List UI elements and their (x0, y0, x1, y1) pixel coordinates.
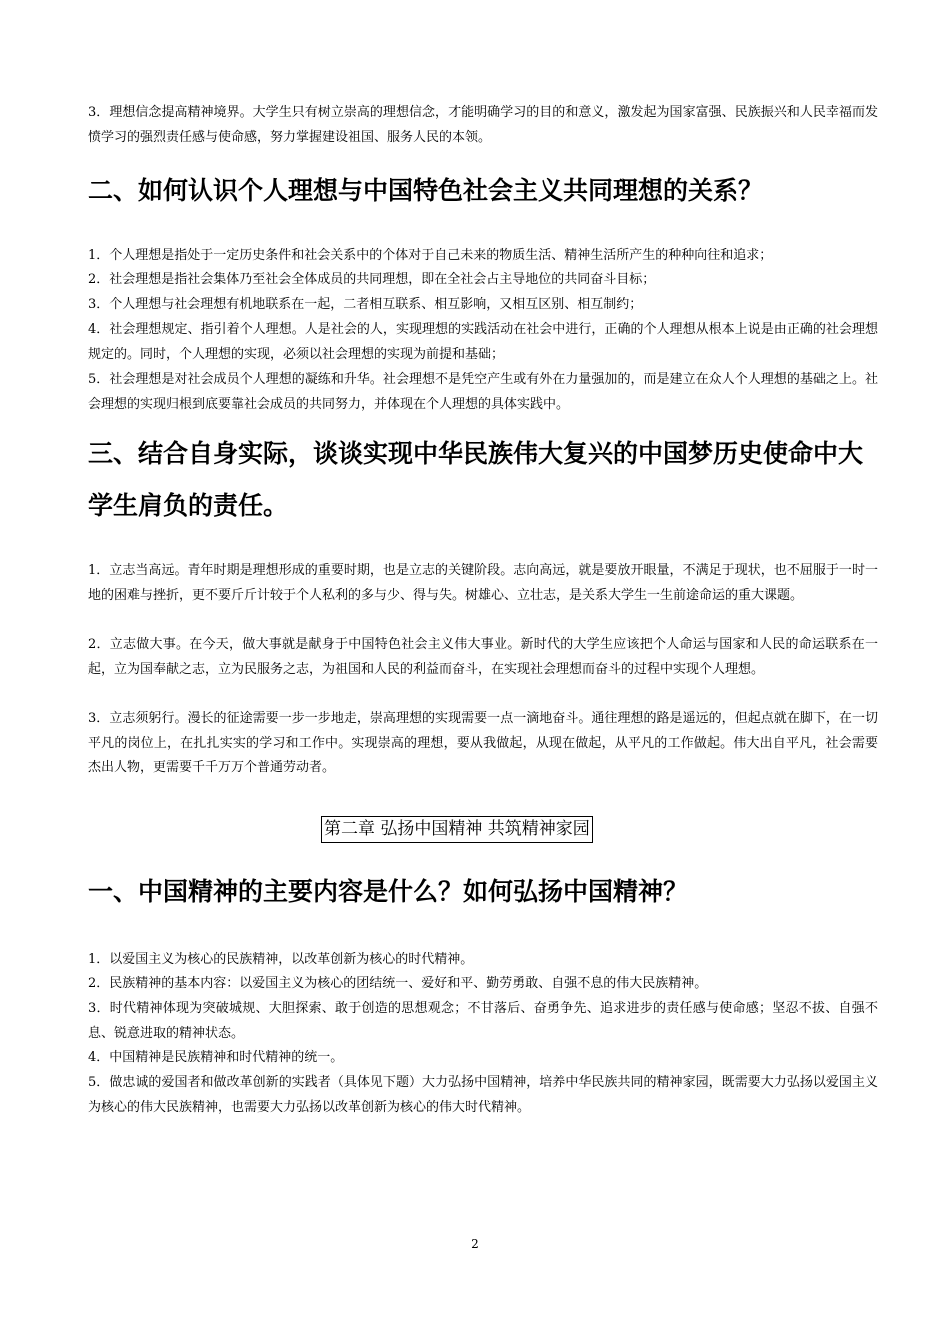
section-2-heading: 二、如何认识个人理想与中国特色社会主义共同理想的关系？ (88, 176, 764, 205)
chapter-title-box: 第二章 弘扬中国精神 共筑精神家园 (321, 816, 593, 843)
section-3-item-2: 2．立志做大事。在今天，做大事就是献身于中国特色社会主义伟大事业。新时代的大学生应该把个人命运与国家和人民的命运联系在一起，立为国奉献之志，立为民服务之志，为祖国和人民的利益而奋斗，在实现社会理想而奋斗的过程中实现个人理想。 (88, 637, 878, 677)
chapter-2-section-1-heading: 一、中国精神的主要内容是什么？如何弘扬中国精神？ (88, 877, 689, 906)
chapter-2-section-1-item-3: 3．时代精神体现为突破城规、大胆探索、敢于创造的思想观念；不甘落后、奋勇争先、追求进步的责任感与使命感；坚忍不拔、自强不息、锐意进取的精神状态。 (88, 1001, 878, 1041)
chapter-2-section-1-item-2: 2．民族精神的基本内容：以爱国主义为核心的团结统一、爱好和平、勤劳勇敢、自强不息的伟大民族精神。 (88, 976, 708, 991)
section-2-item-4: 4．社会理想规定、指引着个人理想。人是社会的人，实现理想的实践活动在社会中进行，正确的个人理想从根本上说是由正确的社会理想规定的。同时，个人理想的实现，必须以社会理想的实现为前提和基础； (88, 322, 878, 362)
chapter-2-section-1-item-5: 5．做忠诚的爱国者和做改革创新的实践者（具体见下题）大力弘扬中国精神，培养中华民族共同的精神家园，既需要大力弘扬以爱国主义为核心的伟大民族精神，也需要大力弘扬以改革创新为核心的伟大时代精神。 (88, 1075, 878, 1115)
intro-paragraph-3: 3．理想信念提高精神境界。大学生只有树立崇高的理想信念，才能明确学习的目的和意义，激发起为国家富强、民族振兴和人民幸福而发愤学习的强烈责任感与使命感，努力掌握建设祖国、服务人民的本领。 (88, 105, 878, 145)
section-2-item-1: 1．个人理想是指处于一定历史条件和社会关系中的个体对于自己未来的物质生活、精神生活所产生的种种向往和追求； (88, 248, 773, 263)
chapter-2-section-1-item-4: 4．中国精神是民族精神和时代精神的统一。 (88, 1050, 344, 1065)
section-3-item-1: 1．立志当高远。青年时期是理想形成的重要时期，也是立志的关键阶段。志向高远，就是要放开眼量，不满足于现状，也不屈服于一时一地的困难与挫折，更不要斤斤计较于个人私利的多与少、得与失。树雄心、立壮志，是关系大学生一生前途命运的重大课题。 (88, 563, 878, 603)
section-3-heading: 三、结合自身实际，谈谈实现中华民族伟大复兴的中国梦历史使命中大学生肩负的责任。 (88, 439, 864, 520)
section-2-item-2: 2．社会理想是指社会集体乃至社会全体成员的共同理想，即在全社会占主导地位的共同奋斗目标； (88, 272, 656, 287)
chapter-2-section-1-item-1: 1．以爱国主义为核心的民族精神，以改革创新为核心的时代精神。 (88, 952, 474, 967)
section-3-item-3: 3．立志须躬行。漫长的征途需要一步一步地走，崇高理想的实现需要一点一滴地奋斗。通往理想的路是遥远的，但起点就在脚下，在一切平凡的岗位上，在扎扎实实的学习和工作中。实现崇高的理想，要从我做起，从现在做起，从平凡的工作做起。伟大出自平凡，社会需要杰出人物，更需要千千万万个普通劳动者。 (88, 711, 878, 775)
page-number: 2 (471, 1237, 479, 1251)
section-2-item-5: 5．社会理想是对社会成员个人理想的凝练和升华。社会理想不是凭空产生或有外在力量强加的，而是建立在众人个人理想的基础之上。社会理想的实现归根到底要靠社会成员的共同努力，并体现在个人理想的具体实践中。 (88, 372, 878, 412)
section-2-item-3: 3．个人理想与社会理想有机地联系在一起，二者相互联系、相互影响，又相互区别、相互制约； (88, 297, 643, 312)
